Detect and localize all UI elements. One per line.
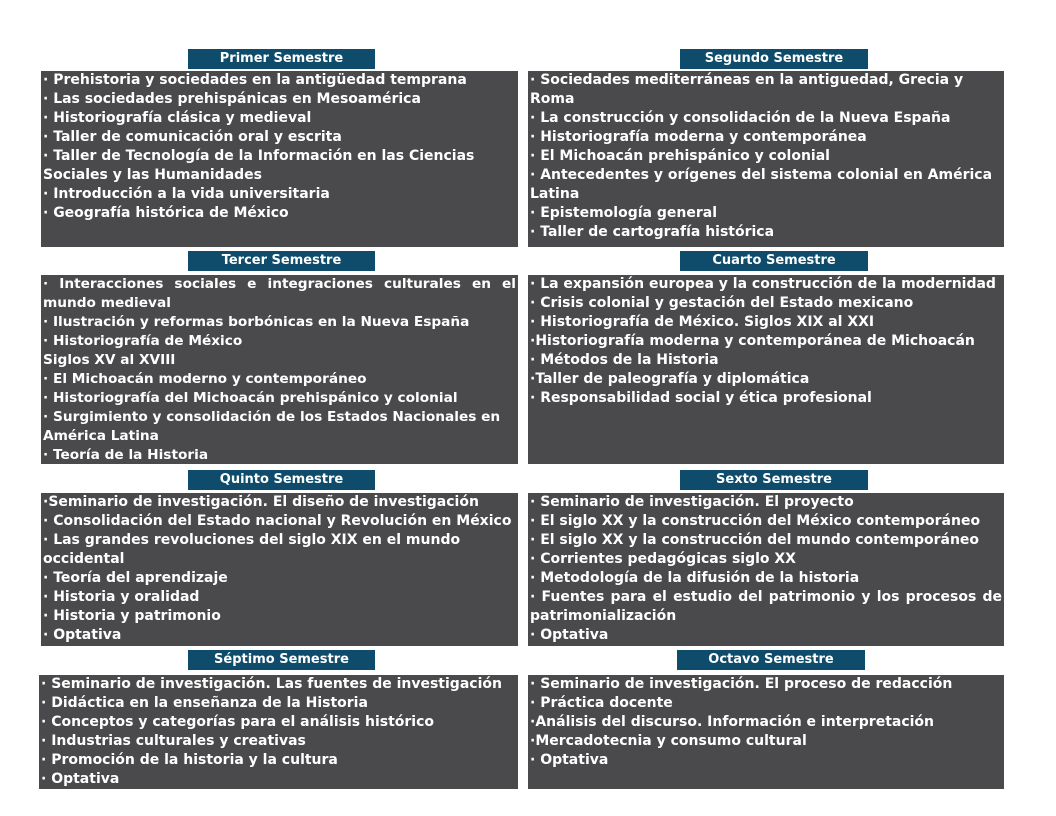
course-item: · Seminario de investigación. Las fuentes de investigación [41, 676, 502, 692]
semester-2-header: Segundo Semestre [680, 49, 868, 69]
course-item: · Ilustración y reformas borbónicas en la Nueva España [43, 314, 470, 330]
semester-6-courses [528, 493, 1004, 646]
course-item: · Optativa [530, 752, 609, 768]
course-item: · Historiografía de México. Siglos XIX al XXI [530, 314, 875, 330]
course-item: · Prehistoria y sociedades en la antigüedad temprana [43, 72, 467, 88]
course-item: · Historia y oralidad [43, 589, 200, 605]
semester-1-header: Primer Semestre [188, 49, 375, 69]
course-item: · Teoría de la Historia [43, 447, 209, 463]
course-item: · Promoción de la historia y la cultura [41, 752, 338, 768]
course-item: · El Michoacán moderno y contemporáneo [43, 371, 367, 387]
semester-7-courses [39, 675, 518, 789]
semester-7-header: Séptimo Semestre [188, 650, 375, 670]
course-item: · Interacciones sociales e integraciones culturales en el mundo medieval [43, 276, 516, 311]
course-item: · El Michoacán prehispánico y colonial [530, 148, 830, 164]
course-item: · Historia y patrimonio [43, 608, 221, 624]
course-item: · Sociedades mediterráneas en la antiguedad, Grecia y Roma [530, 72, 964, 107]
course-item: · Introducción a la vida universitaria [43, 186, 330, 202]
course-item: · El siglo XX y la construcción del México contemporáneo [530, 513, 981, 529]
course-item: · Optativa [41, 771, 120, 787]
course-item: · Seminario de investigación. El proyecto [530, 494, 854, 510]
course-item: · Geografía histórica de México [43, 205, 289, 221]
course-item: · Las grandes revoluciones del siglo XIX en el mundo occidental [43, 532, 461, 567]
course-item: · Historiografía moderna y contemporánea [530, 129, 867, 145]
course-item: · Las sociedades prehispánicas en Mesoamérica [43, 91, 421, 107]
course-item: · Epistemología general [530, 205, 717, 221]
course-item: · Consolidación del Estado nacional y Revolución en México [43, 513, 512, 529]
course-item: ·Mercadotecnia y consumo cultural [530, 733, 807, 749]
course-item: · Antecedentes y orígenes del sistema colonial en América Latina [530, 167, 993, 202]
semester-5-header: Quinto Semestre [188, 470, 375, 490]
course-item: · El siglo XX y la construcción del mundo contemporáneo [530, 532, 980, 548]
course-item: · Optativa [530, 627, 609, 643]
course-item: · La expansión europea y la construcción de la modernidad [530, 276, 996, 292]
course-item: Siglos XV al XVIII [43, 352, 176, 368]
course-item: · Crisis colonial y gestación del Estado mexicano [530, 295, 914, 311]
course-item: ·Historiografía moderna y contemporánea de Michoacán [530, 333, 975, 349]
course-item: · Seminario de investigación. El proceso de redacción [530, 676, 953, 692]
semester-1-courses [41, 71, 518, 247]
course-item: · Metodología de la difusión de la historia [530, 570, 860, 586]
course-item: · Industrias culturales y creativas [41, 733, 306, 749]
course-item: · Taller de Tecnología de la Información en las Ciencias Sociales y las Humanidades [43, 148, 475, 183]
course-item: · Historiografía del Michoacán prehispánico y colonial [43, 390, 458, 406]
course-item: ·Análisis del discurso. Información e interpretación [530, 714, 935, 730]
course-item: · Taller de cartografía histórica [530, 224, 775, 240]
course-item: · Surgimiento y consolidación de los Estados Nacionales en América Latina [43, 409, 501, 444]
course-item: · Corrientes pedagógicas siglo XX [530, 551, 796, 567]
semester-3-header: Tercer Semestre [188, 251, 375, 271]
course-item: · Conceptos y categorías para el análisis histórico [41, 714, 435, 730]
course-item: · Fuentes para el estudio del patrimonio y los procesos de patrimonialización [530, 589, 1002, 624]
course-item: · Optativa [43, 627, 122, 643]
course-item: · Historiografía clásica y medieval [43, 110, 312, 126]
course-item: ·Taller de paleografía y diplomática [530, 371, 810, 387]
course-item: · Práctica docente [530, 695, 673, 711]
course-item: · La construcción y consolidación de la Nueva España [530, 110, 951, 126]
course-item: · Taller de comunicación oral y escrita [43, 129, 342, 145]
semester-8-header: Octavo Semestre [677, 650, 865, 670]
semester-5-courses [41, 493, 518, 646]
course-item: · Historiografía de México [43, 333, 243, 349]
semester-2-courses [528, 71, 1004, 247]
semester-3-courses [41, 275, 518, 464]
semester-4-header: Cuarto Semestre [680, 251, 868, 271]
semester-4-courses [528, 275, 1004, 464]
course-item: · Métodos de la Historia [530, 352, 719, 368]
semester-6-header: Sexto Semestre [680, 470, 868, 490]
course-item: ·Seminario de investigación. El diseño de investigación [43, 494, 479, 510]
course-item: · Responsabilidad social y ética profesional [530, 390, 872, 406]
course-item: · Teoría del aprendizaje [43, 570, 228, 586]
semester-8-courses [528, 675, 1004, 789]
course-item: · Didáctica en la enseñanza de la Historia [41, 695, 368, 711]
